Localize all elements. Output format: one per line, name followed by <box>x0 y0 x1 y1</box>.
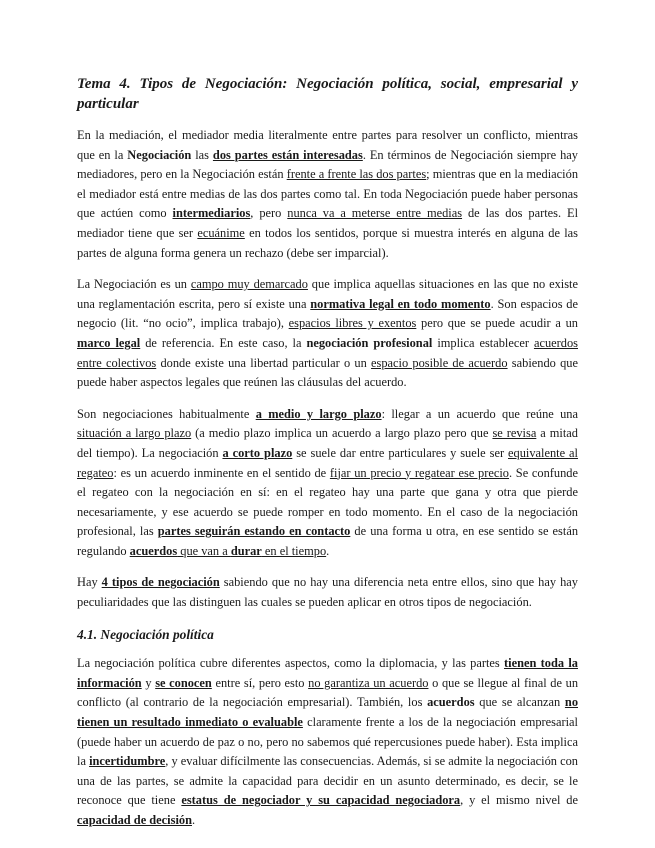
emphasized-text: se conocen <box>155 675 212 690</box>
text-run: En la mediación, el mediador media literalmente entre partes para resolver un conflicto, mientras que en la <box>77 128 578 162</box>
text-run: La negociación política cubre diferentes aspectos, como la diplomacia, y las partes <box>77 656 505 671</box>
text-run: pero que se puede acudir a un <box>416 316 578 331</box>
text-run: Son negociaciones habitualmente <box>77 406 256 421</box>
text-run: (a medio plazo implica un acuerdo a largo plazo pero que <box>191 426 493 441</box>
text-run: : llegar a un acuerdo que reúne una <box>381 406 579 421</box>
text-run: de referencia. En este caso, la <box>140 335 307 350</box>
emphasized-text: ecuánime <box>197 225 245 240</box>
paragraph-negotiation-types <box>77 573 578 612</box>
emphasized-text: estatus de negociador y su capacidad negociadora <box>181 793 461 808</box>
text-run: o que se llegue al final de un conflicto (al contrario de la negociación empresarial). También, los <box>77 675 579 710</box>
emphasized-text: que van a <box>177 543 231 558</box>
emphasized-text: equivalente al regateo <box>77 445 579 480</box>
text-run: . <box>326 543 330 558</box>
emphasized-text: Negociación <box>127 147 192 162</box>
emphasized-text: a corto plazo <box>222 445 293 460</box>
emphasized-text: acuerdos <box>129 543 178 558</box>
section-heading: 4.1. Negociación política <box>77 626 214 642</box>
text-run: implica establecer <box>432 335 534 350</box>
text-run: de una forma u otra, en ese sentido se están regulando <box>77 524 579 558</box>
emphasized-text: no garantiza un acuerdo <box>308 675 429 690</box>
emphasized-text: tienen toda la información <box>77 656 578 690</box>
emphasized-text: partes seguirán estando en contacto <box>157 524 351 539</box>
text-run: entre sí, pero esto <box>211 675 309 690</box>
text-run: La Negociación es un <box>77 277 191 292</box>
text-run: se suele dar entre particulares y suele ser <box>292 445 509 460</box>
emphasized-text: intermediarios <box>172 206 251 221</box>
text-run: a mitad del tiempo). La negociación <box>77 426 578 460</box>
emphasized-text: capacidad de decisión <box>77 813 192 827</box>
text-run: y <box>141 675 156 690</box>
emphasized-text: espacio posible de acuerdo <box>371 355 508 370</box>
text-run: sabiendo que no hay una diferencia neta entre ellos, sino que hay hay peculiaridades que las distinguen las cuales se pueden aplicar en otros tipos de negociación. <box>77 575 578 610</box>
emphasized-text: campo muy demarcado <box>190 277 308 292</box>
text-run: . Son espacios de negocio (lit. “no ocio”, implica trabajo), <box>77 296 578 331</box>
emphasized-text: fijar un precio y regatear ese precio <box>329 465 509 480</box>
text-run: . <box>191 813 196 827</box>
emphasized-text: se revisa <box>492 426 537 441</box>
paragraph-mediation <box>77 126 578 263</box>
text-run: , y el mismo nivel de <box>460 793 578 808</box>
emphasized-text: acuerdos <box>427 695 475 710</box>
emphasized-text: incertidumbre <box>89 754 166 769</box>
text-run: las <box>191 147 213 162</box>
paragraph-political-negotiation <box>77 654 578 830</box>
emphasized-text: acuerdos entre colectivos <box>77 335 578 370</box>
text-run: ; mientras que en la mediación el mediador está entre medias de las dos partes como tal. En toda Negociación puede haber personas que actúen como <box>77 167 579 221</box>
text-run: , y evaluar difícilmente las consecuencias. Además, si se admite la negociación con una de las partes, se admite la capacidad para decidir en un asunto determinado, es decir, se le reconoce que tiene <box>77 754 578 808</box>
text-run: que implica aquellas situaciones en las que no existe una reglamentación escrita, pero sí existe una <box>77 277 578 311</box>
emphasized-text: marco legal <box>77 335 141 350</box>
emphasized-text: en el tiempo <box>261 543 327 558</box>
emphasized-text: situación a largo plazo <box>77 426 192 441</box>
emphasized-text: espacios libres y exentos <box>288 316 417 331</box>
emphasized-text: dos partes están interesadas <box>212 147 363 162</box>
text-run: en todos los sentidos, porque si muestra interés en alguna de las partes de alguna forma genera un rechazo (debe ser imparcial). <box>77 225 578 260</box>
text-run: claramente frente a los de la negociación empresarial (puede haber un acuerdo de paz o no, pero no sabemos qué repercusiones puede haber). Esta implica la <box>77 715 578 769</box>
emphasized-text: negociación profesional <box>306 335 433 350</box>
text-run: , pero <box>250 206 288 221</box>
emphasized-text: no tienen un resultado inmediato o evaluable <box>77 695 579 730</box>
text-run: Hay <box>77 575 102 590</box>
emphasized-text: a medio y largo plazo <box>255 406 382 421</box>
text-run: . Se confunde el regateo con la negociación en sí: en el regateo hay una parte que gana y otra que pierde necesariamente, y ese acuerdo se puede romper en todo momento. En el caso de la negociación profesional, las <box>77 465 579 539</box>
document-title: Tema 4. Tipos de Negociación: Negociación política, social, empresarial y particular <box>77 76 578 112</box>
paragraph-negotiation-terms <box>77 405 578 562</box>
text-run: sabiendo que puede haber aspectos legales que reúnen las cláusulas del acuerdo. <box>77 355 578 390</box>
text-run: donde existe una libertad particular o un <box>156 355 372 370</box>
paragraph-negotiation-field <box>77 275 578 393</box>
emphasized-text: 4 tipos de negociación <box>101 575 220 590</box>
emphasized-text: frente a frente las dos partes <box>286 167 427 182</box>
emphasized-text: normativa legal en todo momento <box>310 296 491 311</box>
emphasized-text: nunca va a meterse entre medias <box>287 206 463 221</box>
text-run: . En términos de Negociación siempre hay mediadores, pero en la Negociación están <box>77 147 578 182</box>
text-run: que se alcanzan <box>474 695 565 710</box>
text-run: : es un acuerdo inminente en el sentido de <box>113 465 330 480</box>
emphasized-text: durar <box>230 543 262 558</box>
text-run: de las dos partes. El mediador tiene que ser <box>77 206 579 240</box>
